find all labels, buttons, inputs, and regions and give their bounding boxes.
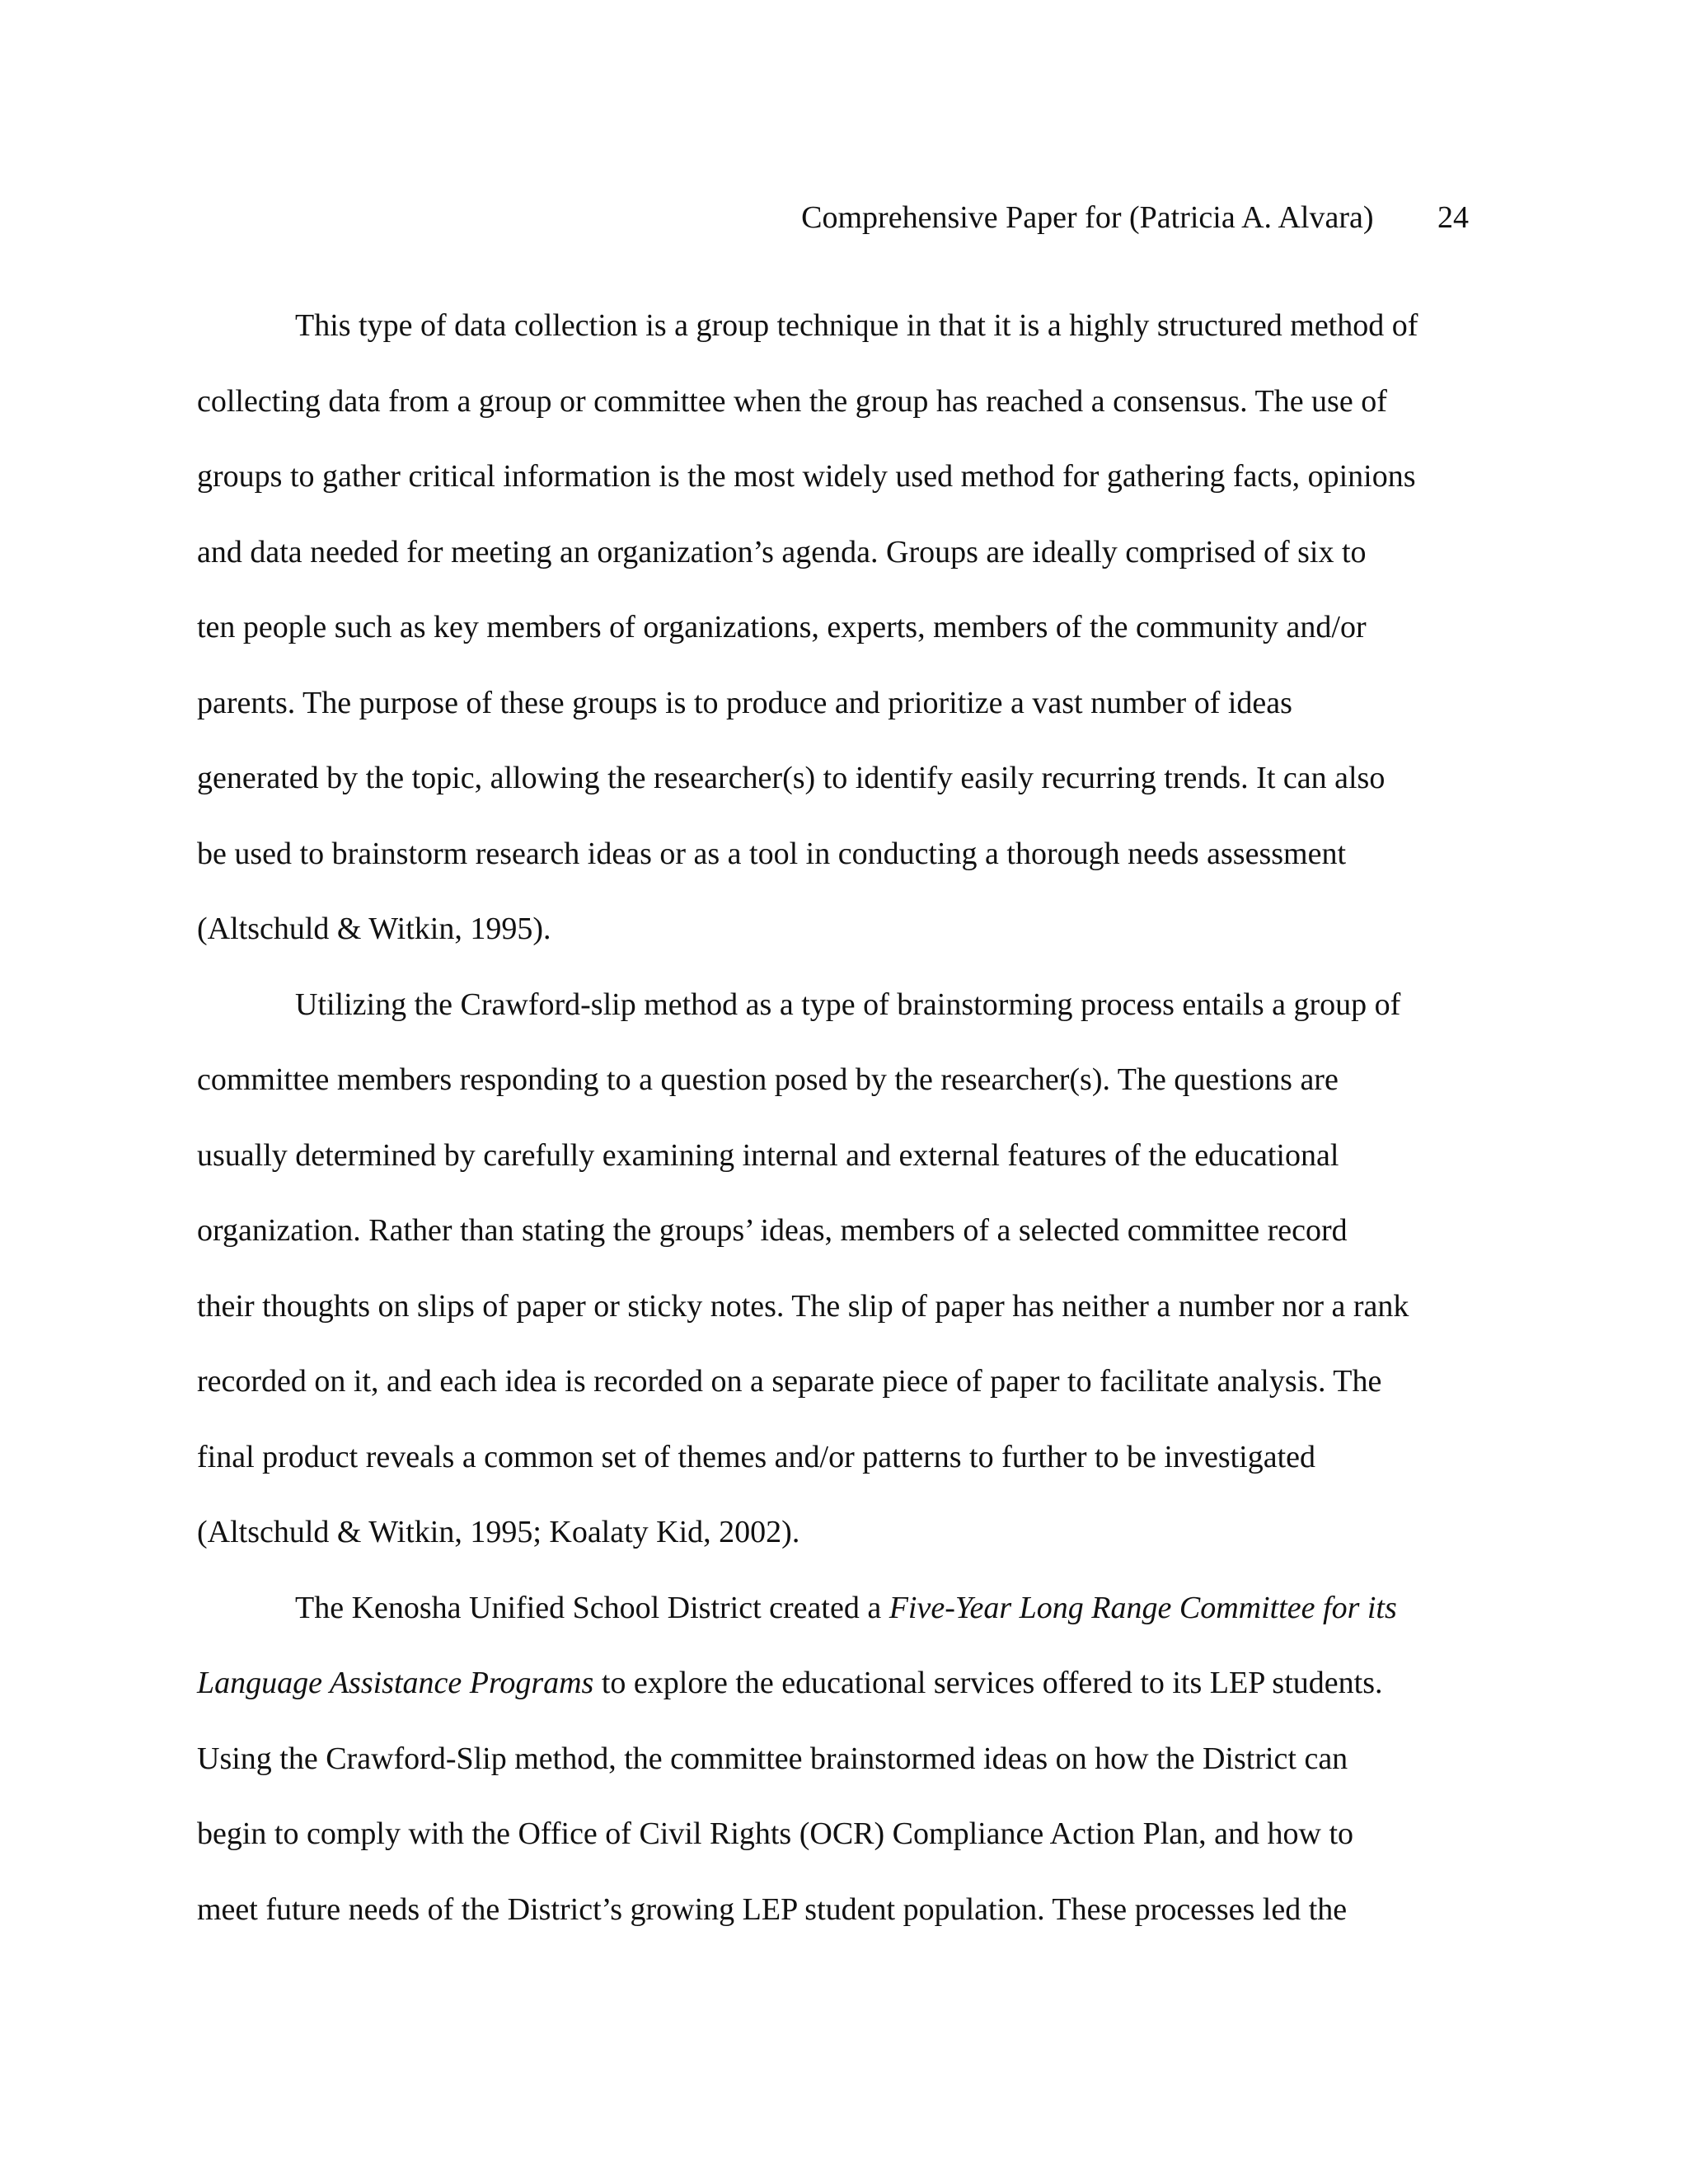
text-line: final product reveals a common set of themes and/or patterns to further to be investigated <box>197 1439 1316 1474</box>
text-line: meet future needs of the District’s growing LEP student population. These processes led the <box>197 1891 1348 1927</box>
paragraph-3 <box>197 1571 1483 1948</box>
running-head <box>0 196 1469 239</box>
text-line: Utilizing the Crawford-slip method as a type of brainstorming process entails a group of <box>295 987 1401 1022</box>
text-line: (Altschuld & Witkin, 1995; Koalaty Kid, 2002). <box>197 1515 800 1549</box>
text-line: collecting data from a group or committee when the group has reached a consensus. The use of <box>197 383 1387 419</box>
text-line: usually determined by carefully examining internal and external features of the educational <box>197 1137 1339 1173</box>
text-line <box>197 1571 1483 1647</box>
text-line: and data needed for meeting an organization’s agenda. Groups are ideally comprised of six to <box>197 534 1367 569</box>
text-line: parents. The purpose of these groups is to produce and prioritize a vast number of ideas <box>197 685 1292 720</box>
text-line: ten people such as key members of organizations, experts, members of the community and/or <box>197 610 1367 644</box>
running-head-title: Comprehensive Paper for (Patricia A. Alvara) <box>801 200 1374 235</box>
text-line: begin to comply with the Office of Civil Rights (OCR) Compliance Action Plan, and how to <box>197 1816 1354 1851</box>
text-line: generated by the topic, allowing the researcher(s) to identify easily recurring trends. It can also <box>197 761 1386 795</box>
paragraph-2 <box>197 968 1483 1571</box>
text-line: recorded on it, and each idea is recorded on a separate piece of paper to facilitate analysis. The <box>197 1364 1382 1399</box>
text-line: Using the Crawford-Slip method, the committee brainstormed ideas on how the District can <box>197 1741 1348 1776</box>
text-line <box>197 1646 1483 1722</box>
text-run: to explore the educational services offered to its LEP students. <box>593 1666 1383 1700</box>
text-line: This type of data collection is a group technique in that it is a highly structured method of <box>295 308 1418 343</box>
text-run: The Kenosha Unified School District created a <box>295 1590 889 1625</box>
paragraph-1 <box>197 288 1483 968</box>
text-line: be used to brainstorm research ideas or as a tool in conducting a thorough needs assessment <box>197 836 1347 871</box>
committee-title-italic-cont: Language Assistance Programs <box>197 1666 594 1700</box>
text-line: (Altschuld & Witkin, 1995). <box>197 912 551 946</box>
text-line: groups to gather critical information is the most widely used method for gathering facts, opinions <box>197 459 1416 494</box>
text-line: organization. Rather than stating the groups’ ideas, members of a selected committee record <box>197 1213 1348 1248</box>
body-text <box>197 288 1483 1947</box>
page-number: 24 <box>1437 200 1469 235</box>
text-line: their thoughts on slips of paper or sticky notes. The slip of paper has neither a number nor a rank <box>197 1288 1409 1324</box>
text-line: committee members responding to a question posed by the researcher(s). The questions are <box>197 1062 1339 1097</box>
committee-title-italic: Five-Year Long Range Committee for its <box>889 1590 1397 1625</box>
